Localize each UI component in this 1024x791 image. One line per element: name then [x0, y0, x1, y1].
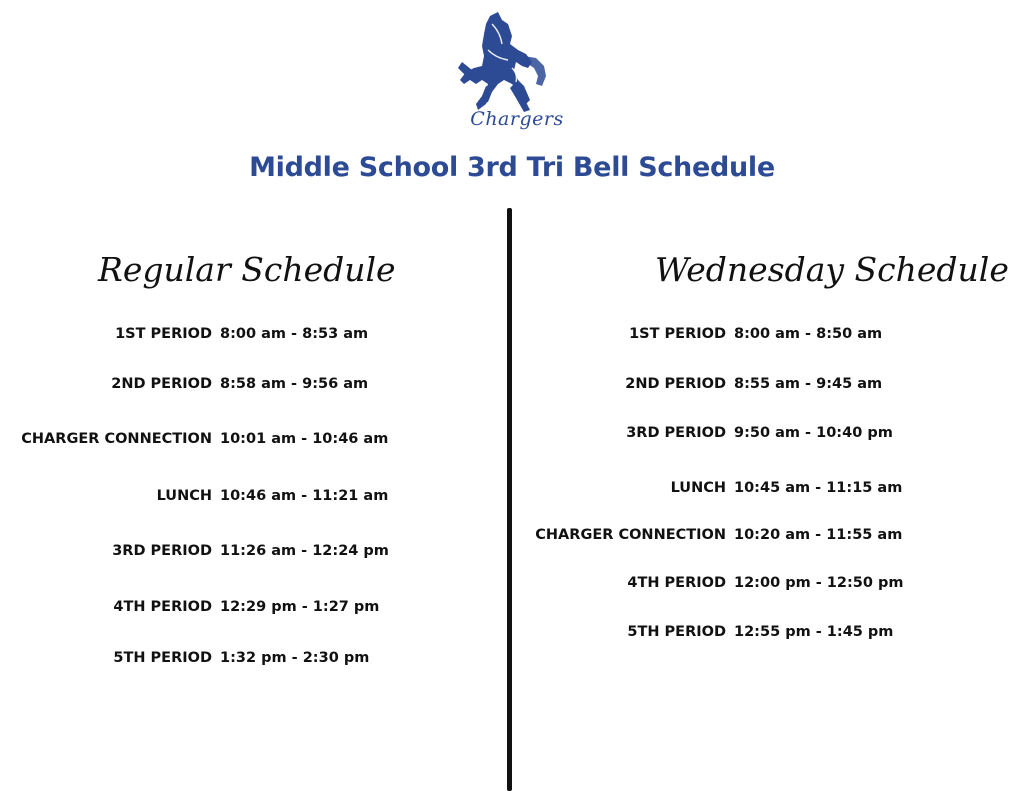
- table-row: [0, 650, 1024, 672]
- period-label: 4TH PERIOD: [627, 575, 726, 591]
- period-time: 8:58 am - 9:56 am: [220, 376, 369, 392]
- period-label: CHARGER CONNECTION: [21, 431, 212, 447]
- table-row: [0, 376, 1024, 398]
- period-time: 10:20 am - 11:55 am: [734, 527, 903, 543]
- period-label: LUNCH: [670, 480, 726, 496]
- period-label: CHARGER CONNECTION: [535, 527, 726, 543]
- period-label: 3RD PERIOD: [626, 425, 726, 441]
- table-row: [0, 575, 1024, 597]
- table-row: [0, 425, 1024, 447]
- regular-schedule-heading: Regular Schedule: [98, 250, 396, 289]
- period-time: 10:01 am - 10:46 am: [220, 431, 389, 447]
- logo-text: Chargers: [470, 108, 564, 130]
- period-time: 8:00 am - 8:50 am: [734, 326, 883, 342]
- chargers-logo: [452, 10, 572, 140]
- period-label: 5TH PERIOD: [113, 650, 212, 666]
- period-label: 2ND PERIOD: [111, 376, 212, 392]
- table-row: [0, 326, 1024, 348]
- period-time: 12:29 pm - 1:27 pm: [220, 599, 380, 615]
- period-label: LUNCH: [156, 488, 212, 504]
- period-time: 12:55 pm - 1:45 pm: [734, 624, 894, 640]
- period-label: 1ST PERIOD: [629, 326, 726, 342]
- table-row: [0, 599, 1024, 621]
- table-row: [0, 624, 1024, 646]
- period-label: 2ND PERIOD: [625, 376, 726, 392]
- period-label: 4TH PERIOD: [113, 599, 212, 615]
- period-time: 10:46 am - 11:21 am: [220, 488, 389, 504]
- table-row: [0, 480, 1024, 502]
- period-time: 8:55 am - 9:45 am: [734, 376, 883, 392]
- period-label: 5TH PERIOD: [627, 624, 726, 640]
- period-label: 1ST PERIOD: [115, 326, 212, 342]
- period-label: 3RD PERIOD: [112, 543, 212, 559]
- period-time: 8:00 am - 8:53 am: [220, 326, 369, 342]
- period-time: 12:00 pm - 12:50 pm: [734, 575, 904, 591]
- period-time: 11:26 am - 12:24 pm: [220, 543, 389, 559]
- wednesday-schedule-heading: Wednesday Schedule: [655, 250, 1009, 289]
- period-time: 9:50 am - 10:40 pm: [734, 425, 893, 441]
- period-time: 10:45 am - 11:15 am: [734, 480, 903, 496]
- horse-mascot-icon: [452, 10, 572, 120]
- period-time: 1:32 pm - 2:30 pm: [220, 650, 370, 666]
- page-title: Middle School 3rd Tri Bell Schedule: [249, 152, 775, 183]
- table-row: [0, 527, 1024, 549]
